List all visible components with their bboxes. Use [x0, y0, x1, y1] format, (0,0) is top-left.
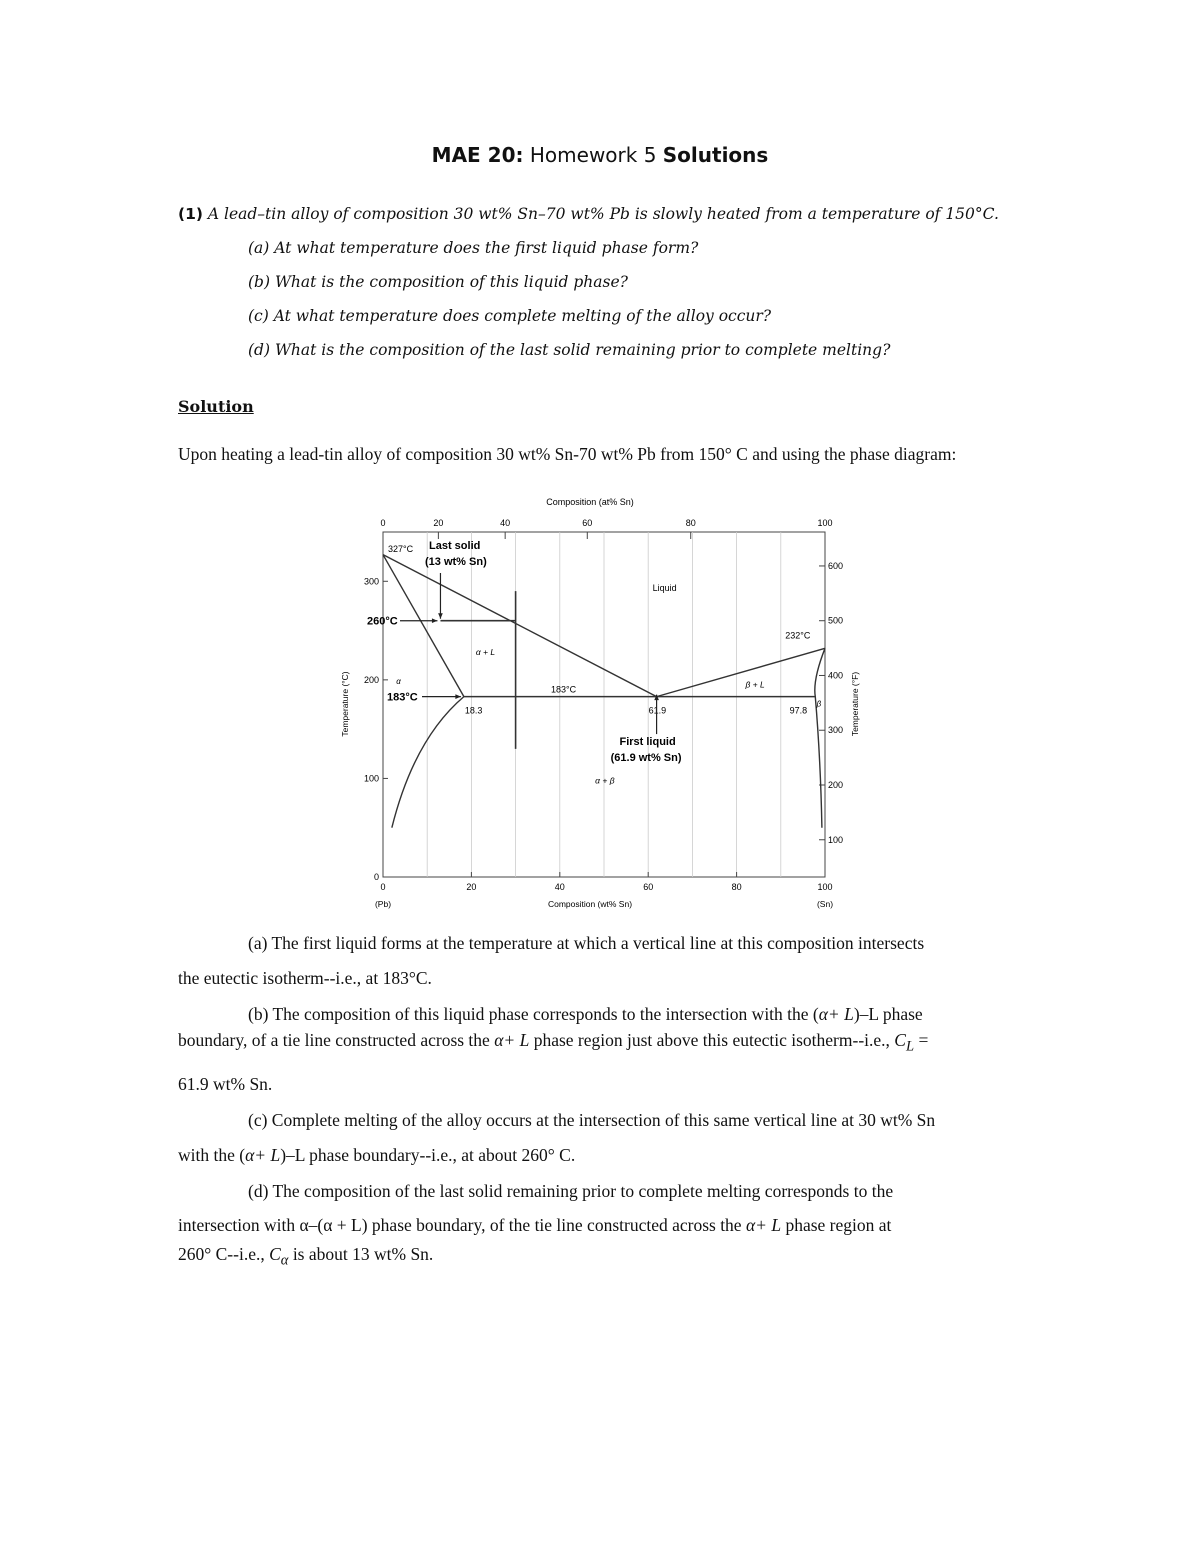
answer-c-line2-post: )–L phase boundary--i.e., at about 260° C.: [280, 1145, 576, 1165]
answer-c-line2: [178, 1145, 575, 1166]
problem-number: (1): [178, 205, 203, 223]
series-liquidus-right: [657, 648, 825, 696]
answer-d-line1: (d) The composition of the last solid remaining prior to complete melting corresponds to the: [248, 1181, 894, 1201]
title-course: MAE 20:: [431, 143, 524, 167]
answer-c-line1: (c) Complete melting of the alloy occurs at the intersection of this same vertical line at 30 wt% Sn: [248, 1110, 936, 1130]
phase-diagram-svg: [336, 493, 866, 913]
question-a: (a) At what temperature does the first liquid phase form?: [248, 239, 699, 257]
answer-d-line2-pre: intersection with α–(α + L) phase boundary, of the tie line constructed across the: [178, 1215, 746, 1235]
y2-tick-label: 200: [828, 780, 844, 790]
question-c: (c) At what temperature does complete melting of the alloy occur?: [248, 307, 772, 325]
top-tick-label: 20: [433, 518, 444, 528]
annotation-first_liquid: First liquid: [619, 736, 676, 749]
series-solvus-alpha: [392, 697, 464, 828]
annotation-beta_L: β + L: [745, 679, 765, 690]
x-tick-label: 60: [643, 882, 654, 892]
arrow-last-solid-head: [438, 613, 443, 619]
arrow-183-head: [455, 694, 461, 699]
answer-d-line3: [178, 1244, 433, 1270]
y-tick-label: 100: [363, 773, 379, 784]
answer-b-line2-pre: boundary, of a tie line constructed across the: [178, 1030, 495, 1050]
answer-c-line2-pre: with the (: [178, 1145, 246, 1165]
annotation-eut_label: 183°C: [550, 684, 577, 695]
annotation-t183: 183°C: [387, 691, 418, 704]
answer-b-line2: [178, 1030, 928, 1056]
annotation-liquid: Liquid: [652, 583, 677, 594]
math-sub-l: L: [905, 1038, 915, 1055]
annotation-comp_18_3: 18.3: [464, 705, 483, 716]
title-solutions: Solutions: [662, 143, 769, 167]
annotation-alpha_L: α + L: [475, 647, 496, 658]
phase-diagram: [336, 493, 866, 918]
y2-tick-label: 300: [828, 725, 844, 736]
problem-statement: A lead–tin alloy of composition 30 wt% Sn–70 wt% Pb is slowly heated from a temperature of 150°C.: [207, 205, 999, 223]
y-tick-label: 0: [373, 872, 379, 882]
y-tick-label: 200: [363, 674, 379, 685]
answer-d-line2-post: phase region at: [781, 1215, 892, 1235]
annotation-comp_61_9: 61.9: [648, 705, 667, 716]
annotation-alpha: α: [396, 676, 401, 686]
math-c: C: [269, 1244, 281, 1264]
x-tick-label: 40: [554, 882, 565, 892]
answer-d-line3-pre: 260° C--i.e.,: [178, 1244, 270, 1264]
arrow-260-head: [432, 618, 438, 623]
math-sub-alpha: α: [280, 1252, 289, 1269]
top-tick-label: 40: [500, 518, 511, 528]
answer-d-line2: [178, 1215, 891, 1236]
answer-b-line1: [248, 1004, 923, 1025]
annotation-mp_sn: 232°C: [785, 630, 811, 641]
solution-intro: Upon heating a lead-tin alloy of composition 30 wt% Sn-70 wt% Pb from 150° C and using the phase diagram:: [178, 444, 957, 464]
annotation-first_liquid_comp: (61.9 wt% Sn): [610, 752, 682, 765]
question-b: (b) What is the composition of this liquid phase?: [248, 273, 628, 291]
math-alpha-plus-l: α+ L: [245, 1145, 281, 1165]
top-tick-label: 60: [582, 518, 593, 528]
answer-d-line3-post: is about 13 wt% Sn.: [288, 1244, 434, 1264]
top-tick-label: 100: [817, 518, 833, 528]
x-tick-label: 80: [731, 882, 742, 892]
y-tick-label: 300: [363, 576, 379, 587]
annotation-last_solid: Last solid: [429, 540, 481, 552]
question-d: (d) What is the composition of the last solid remaining prior to complete melting?: [248, 341, 891, 359]
y-axis-title: Temperature (°C): [340, 671, 350, 737]
answer-b-line2-mid: phase region just above this eutectic isotherm--i.e.,: [529, 1030, 895, 1050]
y2-tick-label: 400: [828, 670, 844, 681]
y2-axis-title: Temperature (°F): [850, 671, 860, 737]
annotation-last_solid_comp: (13 wt% Sn): [425, 556, 487, 568]
annotation-comp_97_8: 97.8: [789, 705, 808, 716]
y2-tick-label: 600: [828, 560, 844, 571]
annotation-t260: 260°C: [367, 615, 398, 628]
pb-end-label: (Pb): [374, 899, 392, 909]
annotation-alpha_beta: α + β: [595, 775, 615, 786]
y2-tick-label: 100: [828, 834, 844, 845]
math-c: C: [894, 1030, 906, 1050]
top-tick-label: 0: [380, 518, 386, 528]
annotation-beta: β: [816, 699, 822, 709]
x-tick-label: 20: [466, 882, 477, 892]
problem-statement-line: [178, 205, 999, 223]
answer-b-line2-end: =: [914, 1030, 929, 1050]
title-homework: Homework 5: [529, 143, 657, 167]
math-alpha-plus-l: α+ L: [745, 1215, 782, 1235]
x-tick-label: 0: [380, 882, 386, 892]
sn-end-label: (Sn): [816, 899, 834, 909]
x-axis-title: Composition (wt% Sn): [547, 899, 633, 909]
answer-b-line1-pre: (b) The composition of this liquid phase corresponds to the intersection with the (: [248, 1004, 819, 1024]
answer-a-line1: (a) The first liquid forms at the temperature at which a vertical line at this composition intersects: [248, 933, 925, 953]
top-axis-title: Composition (at% Sn): [546, 497, 634, 507]
y2-tick-label: 500: [828, 615, 844, 626]
answer-b-line1-post: )–L phase: [853, 1004, 923, 1024]
solution-heading: Solution: [178, 397, 254, 416]
annotation-mp_pb: 327°C: [388, 544, 414, 554]
x-tick-label: 100: [817, 882, 833, 892]
answer-a-line2: the eutectic isotherm--i.e., at 183°C.: [178, 968, 432, 988]
math-alpha-plus-l: α+ L: [494, 1030, 530, 1050]
answer-b-line3: 61.9 wt% Sn.: [178, 1074, 273, 1094]
math-alpha-plus-l: α+ L: [818, 1004, 854, 1024]
top-tick-label: 80: [685, 518, 696, 528]
page-title: [0, 143, 1200, 167]
